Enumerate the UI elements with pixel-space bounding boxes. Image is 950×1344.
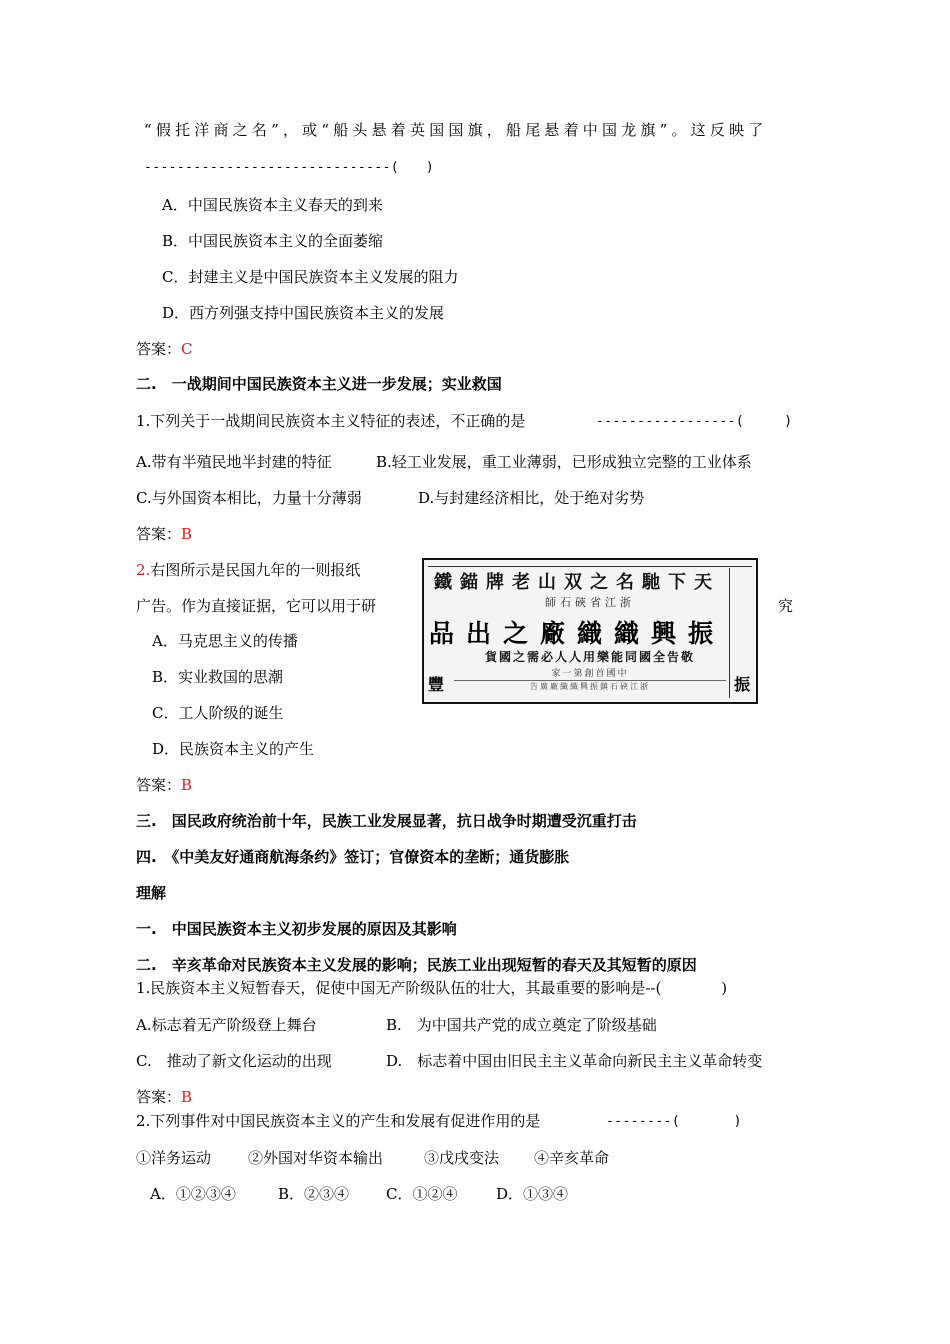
s2-q1-option-b: B.轻工业发展，重工业薄弱，已形成独立完整的工业体系 (376, 453, 752, 471)
section2-heading: 二. 一战期间中国民族资本主义进一步发展；实业救国 (136, 375, 502, 393)
newspaper-corner-right: 振 (733, 675, 750, 694)
q0-stem-line1: “假托洋商之名”，或“船头悬着英国国旗，船尾悬着中国龙旗”。这反映了 (144, 121, 768, 139)
answer-label: 答案： (136, 340, 182, 358)
u-q1-stem: 1.民族资本主义短暂春天，促使中国无产阶级队伍的壮大，其最重要的影响是--( ) (136, 979, 728, 997)
s2-q2-answer (136, 775, 192, 795)
q0-option-a: A．中国民族资本主义春天的到来 (162, 196, 383, 214)
answer-label: 答案： (136, 776, 182, 794)
s2-q2-stem-part2: 广告。作为直接证据，它可以用于研 (136, 597, 377, 615)
newspaper-row5: 家一第創首國中 (551, 669, 629, 679)
answer-value: C (181, 340, 193, 358)
understand-sub2: 二. 辛亥革命对民族资本主义发展的影响；民族工业出现短暂的春天及其短暂的原因 (136, 956, 697, 974)
s2-q1-stem (136, 411, 525, 431)
u-q1-option-c: C. 推动了新文化运动的出现 (136, 1052, 332, 1070)
answer-label: 答案： (136, 1088, 182, 1106)
s2-q1-blank: -----------------( ) (596, 414, 793, 429)
u-q2-choice-b: B．②③④ (278, 1185, 350, 1203)
s2-q1-option-c: C.与外国资本相比，力量十分薄弱 (136, 489, 362, 507)
u-q1-option-d: D. 标志着中国由旧民主主义革命向新民主主义革命转变 (386, 1052, 763, 1070)
answer-value: B (181, 525, 193, 543)
q0-option-d: D．西方列强支持中国民族资本主义的发展 (162, 304, 445, 322)
newspaper-header-rule (428, 562, 752, 567)
u-q2-event-4: ④辛亥革命 (534, 1149, 610, 1167)
s2-q2-option-c: C．工人阶级的诞生 (152, 704, 284, 722)
newspaper-advertisement-image (422, 558, 758, 704)
s2-q2-stem-line1 (136, 560, 360, 580)
answer-label: 答案： (136, 525, 182, 543)
s2-q2-option-d: D．民族资本主义的产生 (152, 740, 315, 758)
answer-value: B (181, 1088, 193, 1106)
s2-q2-number: 2. (136, 561, 151, 579)
u-q2-event-3: ③戊戌变法 (424, 1149, 500, 1167)
u-q2-choice-c: C．①②④ (386, 1185, 458, 1203)
q0-option-c: C．封建主义是中国民族资本主义发展的阻力 (162, 268, 459, 286)
newspaper-row1: 鐵錨牌老山双之名馳下天 (434, 572, 720, 593)
s2-q2-option-a: A．马克思主义的传播 (152, 632, 298, 650)
answer-value: B (181, 776, 193, 794)
q0-answer (136, 339, 193, 359)
s2-q1-option-d: D.与封建经济相比，处于绝对劣势 (418, 489, 645, 507)
newspaper-row4: 貨國之需必人人用樂能同國全告敬 (484, 650, 695, 664)
section4-heading: 四. 《中美友好通商航海条约》签订；官僚资本的垄断；通货膨胀 (136, 848, 570, 866)
u-q2-event-2: ②外国对华资本输出 (248, 1149, 384, 1167)
u-q1-option-b: B. 为中国共产党的成立奠定了阶级基础 (386, 1016, 657, 1034)
newspaper-row2: 師石硤省江浙 (545, 596, 635, 609)
u-q2-blank: --------( ) (606, 1114, 742, 1129)
u-q1-option-a: A.标志着无产阶级登上舞台 (136, 1016, 317, 1034)
s2-q1-option-a: A.带有半殖民地半封建的特征 (136, 453, 332, 471)
understand-heading: 理解 (136, 884, 167, 902)
q0-stem-line2: ------------------------------( ) (144, 160, 435, 175)
s2-q2-stem-part1: 右图所示是民国九年的一则报纸 (150, 561, 361, 579)
u-q2-choice-a: A．①②③④ (150, 1185, 236, 1203)
u-q2-choice-d: D．①③④ (496, 1185, 569, 1203)
q0-option-b: B．中国民族资本主义的全面萎缩 (162, 232, 384, 250)
u-q1-answer (136, 1087, 192, 1107)
u-q2-event-1: ①洋务运动 (136, 1149, 212, 1167)
newspaper-row3: 品出之廠織織興振 (428, 619, 725, 648)
understand-sub1: 一. 中国民族资本主义初步发展的原因及其影响 (136, 920, 457, 938)
s2-q2-option-b: B．实业救国的思潮 (152, 668, 284, 686)
s2-q1-stem-text: 1.下列关于一战期间民族资本主义特征的表述，不正确的是 (136, 412, 526, 430)
u-q2-stem: 2.下列事件对中国民族资本主义的产生和发展有促进作用的是 (136, 1112, 541, 1130)
s2-q2-stem-part3: 究 (778, 597, 794, 615)
s2-q1-answer (136, 524, 192, 544)
newspaper-row6: 告廣廠織織興振鎮石硤江浙 (454, 680, 726, 693)
newspaper-corner-left: 豐 (428, 675, 445, 694)
section3-heading: 三. 国民政府统治前十年，民族工业发展显著，抗日战争时期遭受沉重打击 (136, 812, 637, 830)
